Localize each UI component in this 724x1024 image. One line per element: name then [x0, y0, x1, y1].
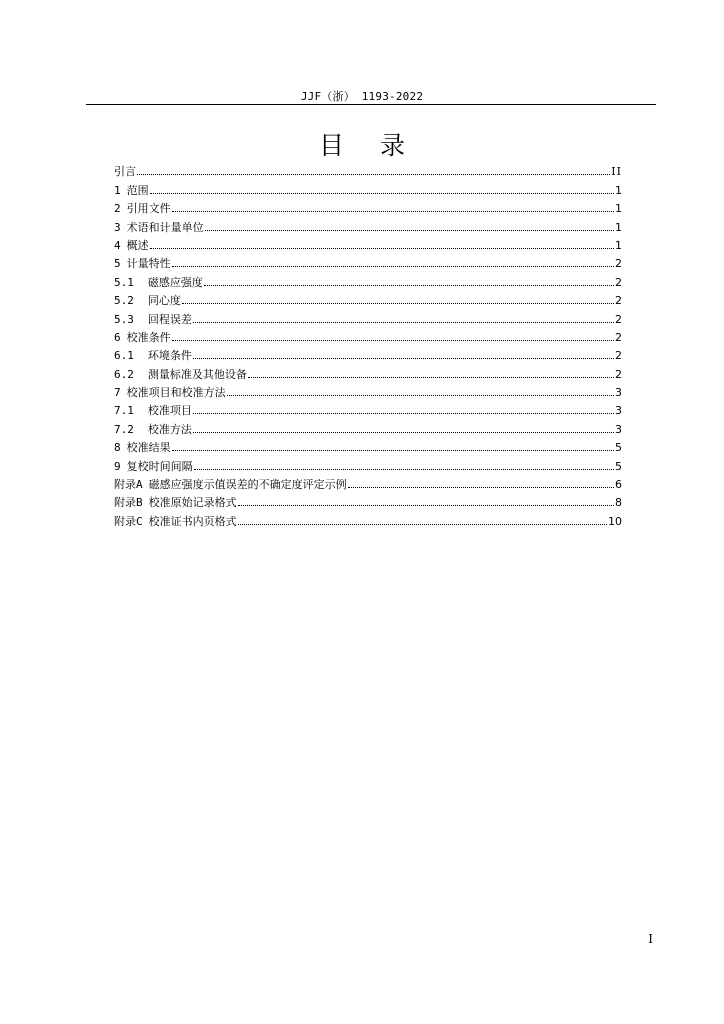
- toc-entry-page: 1: [615, 220, 622, 234]
- toc-entry-page: 2: [615, 257, 622, 271]
- toc-entry-text: 磁感应强度示值误差的不确定度评定示例: [148, 478, 347, 492]
- toc-entry-page: 2: [615, 312, 622, 326]
- toc-leader-dots: [182, 303, 614, 304]
- toc-entry-label: [114, 441, 171, 454]
- toc-entry-page: 2: [615, 330, 622, 344]
- toc-entry-page: 5: [615, 459, 622, 473]
- toc-entry[interactable]: [114, 178, 622, 196]
- toc-entry-label: [114, 368, 247, 381]
- toc-leader-dots: [248, 377, 614, 378]
- toc-entry[interactable]: [114, 197, 622, 215]
- toc-entry[interactable]: [114, 454, 622, 472]
- toc-entry[interactable]: [114, 160, 622, 178]
- toc-entry[interactable]: [114, 381, 622, 399]
- toc-entry-text: 回程误差: [147, 312, 192, 326]
- toc-entry-text: 计量特性: [126, 257, 171, 271]
- toc-entry-label: [114, 386, 226, 399]
- toc-entry-text: 范围: [126, 183, 149, 197]
- toc-entry-page: 5: [615, 441, 622, 455]
- toc-entry-text: 测量标准及其他设备: [147, 367, 247, 381]
- toc-entry-text: 校准结果: [126, 441, 171, 455]
- toc-entry[interactable]: [114, 417, 622, 435]
- toc-entry-label: [114, 349, 192, 362]
- toc-leader-dots: [150, 193, 614, 194]
- toc-entry-page: 1: [615, 238, 622, 252]
- toc-entry-number: 4: [114, 238, 121, 252]
- toc-entry-label: [114, 404, 192, 417]
- toc-leader-dots: [172, 450, 614, 451]
- toc-entry[interactable]: [114, 344, 622, 362]
- toc-entry-text: 引言: [114, 165, 136, 179]
- toc-entry[interactable]: [114, 399, 622, 417]
- toc-entry-number: 5: [114, 257, 121, 271]
- toc-entry-number: 9: [114, 459, 121, 473]
- toc-entry-page: 2: [615, 294, 622, 308]
- page-title: 目 录: [319, 131, 419, 160]
- toc-entry-number: 2: [114, 202, 121, 216]
- toc-entry-number: 附录C: [114, 514, 143, 528]
- toc-entry-label: [114, 460, 193, 473]
- toc-entry[interactable]: [114, 362, 622, 380]
- toc-entry-label: [114, 313, 192, 326]
- toc-leader-dots: [205, 230, 614, 231]
- toc-entry[interactable]: [114, 473, 622, 491]
- toc-entry-number: 6.1: [114, 349, 134, 363]
- toc-entry-number: 3: [114, 220, 121, 234]
- toc-entry-text: 校准项目和校准方法: [126, 386, 226, 400]
- toc-entry-text: 概述: [126, 238, 149, 252]
- toc-entry-number: 5.3: [114, 312, 134, 326]
- toc-entry[interactable]: [114, 307, 622, 325]
- toc-entry-page: 2: [615, 367, 622, 381]
- toc-entry-text: 校准条件: [126, 330, 171, 344]
- toc-leader-dots: [193, 322, 614, 323]
- toc-entry-page: 10: [608, 514, 622, 528]
- toc-entry-text: 术语和计量单位: [126, 220, 204, 234]
- toc-entry[interactable]: [114, 289, 622, 307]
- toc-leader-dots: [137, 174, 610, 175]
- toc-leader-dots: [348, 487, 614, 488]
- toc-entry-page: 1: [615, 202, 622, 216]
- header-rule: [86, 104, 656, 105]
- toc-entry-label: [114, 294, 181, 307]
- toc-entry-text: 校准方法: [147, 422, 192, 436]
- toc-entry-number: 5.1: [114, 275, 134, 289]
- toc-leader-dots: [150, 248, 614, 249]
- toc-entry-label: [114, 423, 192, 436]
- toc-entry-label: [114, 221, 204, 234]
- toc-leader-dots: [193, 413, 614, 414]
- toc-entry-text: 校准项目: [147, 404, 192, 418]
- toc-entry-label: [114, 202, 171, 215]
- toc-entry[interactable]: [114, 215, 622, 233]
- document-header-code: JJF（浙） 1193-2022: [300, 90, 424, 103]
- toc-entry-label: [114, 239, 149, 252]
- toc-entry[interactable]: [114, 436, 622, 454]
- toc-entry-number: 8: [114, 441, 121, 455]
- toc-entry-number: 7.1: [114, 404, 134, 418]
- toc-entry-page: 3: [615, 404, 622, 418]
- toc-entry-number: 6: [114, 330, 121, 344]
- toc-leader-dots: [172, 266, 614, 267]
- toc-leader-dots: [172, 340, 614, 341]
- toc-entry-page: 6: [615, 478, 622, 492]
- toc-leader-dots: [227, 395, 614, 396]
- toc-entry-label: [114, 331, 171, 344]
- toc-entry-text: 环境条件: [147, 349, 192, 363]
- toc-entry[interactable]: [114, 326, 622, 344]
- toc-entry-page: 8: [615, 496, 622, 510]
- toc-entry-number: 7: [114, 386, 121, 400]
- toc-entry[interactable]: [114, 491, 622, 509]
- toc-entry-page: 3: [615, 422, 622, 436]
- toc-leader-dots: [193, 358, 614, 359]
- toc-leader-dots: [193, 432, 614, 433]
- toc-entry-page: 2: [615, 275, 622, 289]
- toc-leader-dots: [172, 211, 614, 212]
- toc-entry-number: 6.2: [114, 367, 134, 381]
- toc-entry-label: [114, 165, 136, 178]
- toc-entry-text: 同心度: [147, 294, 181, 308]
- toc-entry-number: 附录B: [114, 496, 143, 510]
- toc-entry-label: [114, 515, 237, 528]
- toc-entry[interactable]: [114, 252, 622, 270]
- toc-leader-dots: [238, 524, 607, 525]
- footer-page-number: I: [648, 932, 653, 946]
- toc-entry-number: 附录A: [114, 478, 143, 492]
- toc-entry-text: 校准原始记录格式: [148, 496, 237, 510]
- table-of-contents: [114, 160, 622, 528]
- toc-entry-text: 引用文件: [126, 202, 171, 216]
- toc-entry-page: 1: [615, 183, 622, 197]
- toc-leader-dots: [238, 505, 614, 506]
- toc-entry-label: [114, 184, 149, 197]
- toc-entry-label: [114, 276, 203, 289]
- toc-entry-text: 复校时间间隔: [126, 459, 193, 473]
- toc-entry[interactable]: [114, 509, 622, 527]
- toc-entry-page: 2: [615, 349, 622, 363]
- toc-entry-text: 磁感应强度: [147, 275, 203, 289]
- toc-entry-number: 1: [114, 183, 121, 197]
- toc-entry-label: [114, 496, 237, 509]
- toc-entry-number: 7.2: [114, 422, 134, 436]
- toc-leader-dots: [194, 469, 614, 470]
- toc-entry-page: II: [611, 165, 622, 179]
- toc-entry-label: [114, 257, 171, 270]
- toc-entry-text: 校准证书内页格式: [148, 514, 237, 528]
- toc-entry-label: [114, 478, 347, 491]
- toc-leader-dots: [204, 285, 614, 286]
- toc-entry-page: 3: [615, 386, 622, 400]
- toc-entry[interactable]: [114, 234, 622, 252]
- toc-entry[interactable]: [114, 270, 622, 288]
- toc-entry-number: 5.2: [114, 294, 134, 308]
